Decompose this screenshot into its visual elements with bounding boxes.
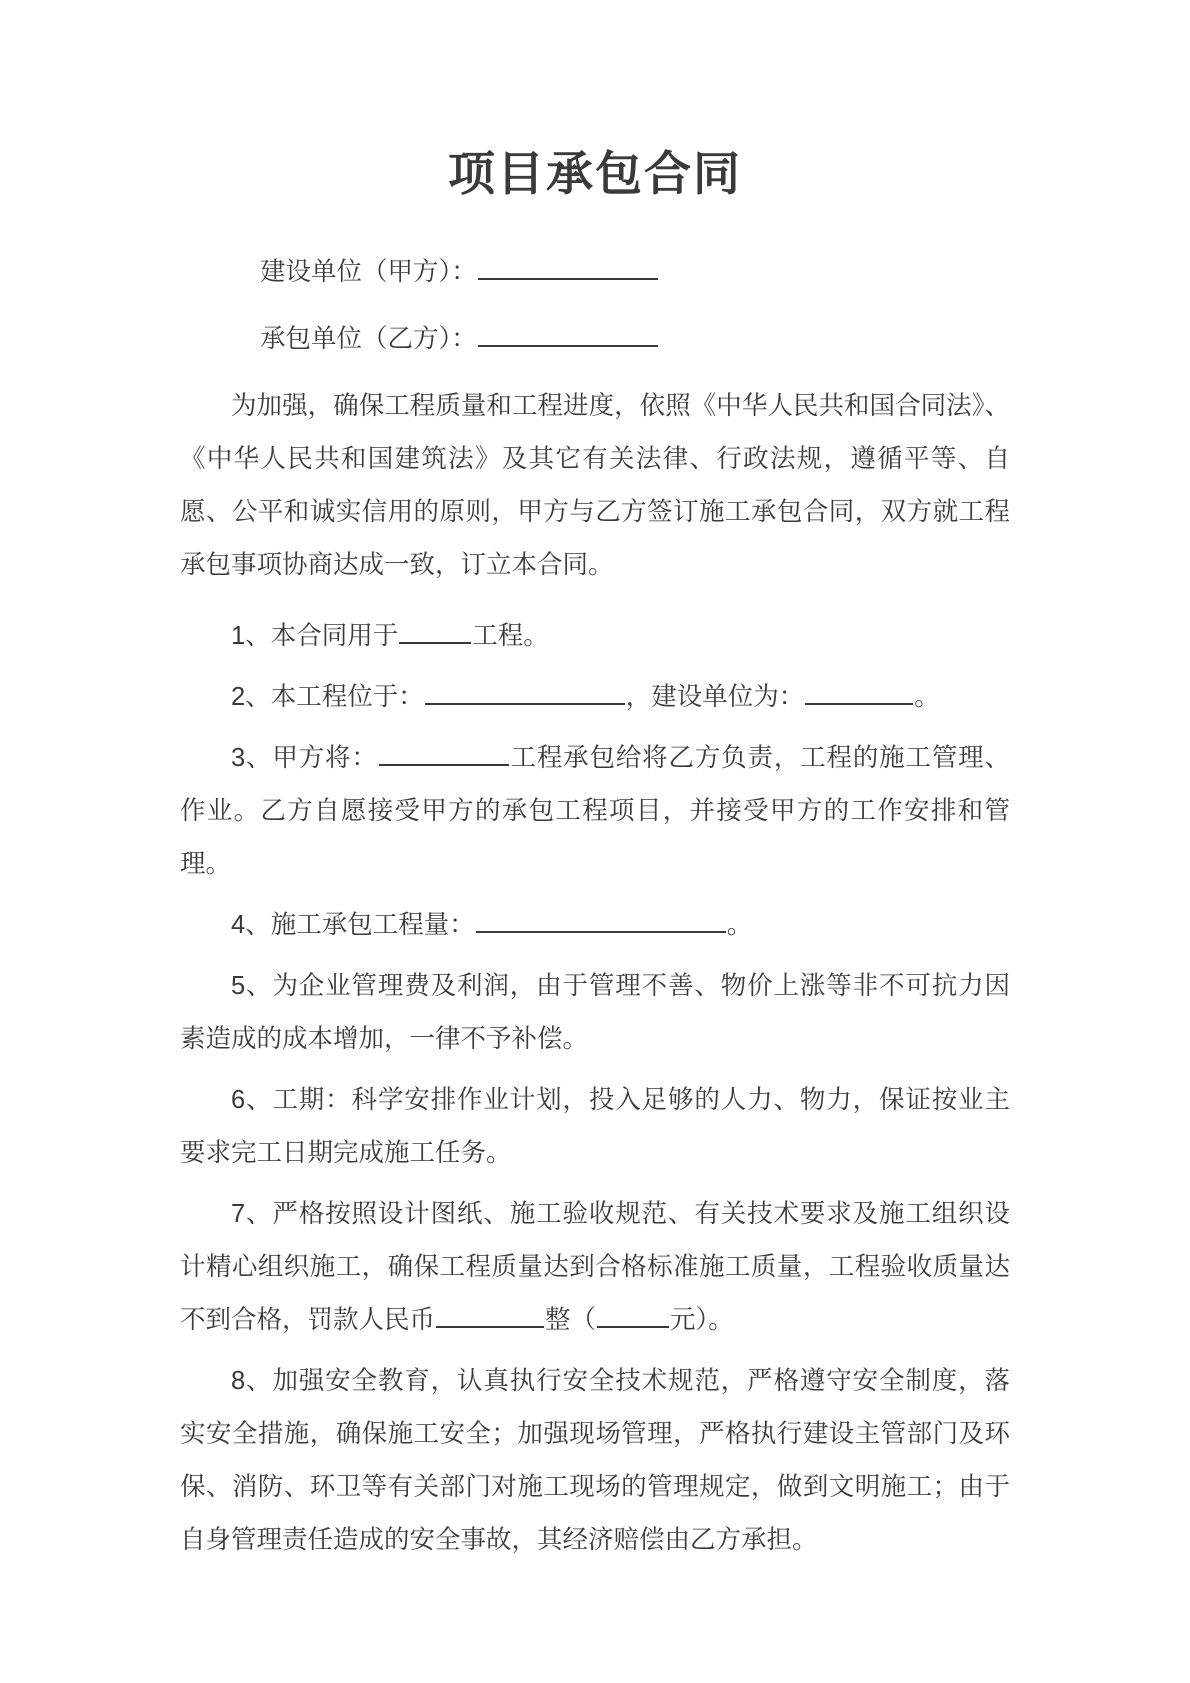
clause-8-number: 8、 <box>231 1366 273 1395</box>
party-blank-yifang[interactable] <box>478 318 658 347</box>
clause-7-prefix: 严格按照设计图纸、施工验收规范、有关技术要求及施工组织设计精心组织施工，确保工程质量达到合格标准施工质量，工程验收质量达不到合格，罚款人民币 <box>180 1199 1010 1334</box>
spacer <box>180 600 1010 610</box>
clause-7-blank-1[interactable] <box>436 1299 544 1328</box>
clause-3-suffix: 工程承包给将乙方负责，工程的施工管理、作业。乙方自愿接受甲方的承包工程项目，并接受甲方的工作安排和管理。 <box>180 743 1010 878</box>
preamble-paragraph: 为加强，确保工程质量和工程进度，依照《中华人民共和国合同法》、《中华人民共和国建筑法》及其它有关法律、行政法规，遵循平等、自愿、公平和诚实信用的原则，甲方与乙方签订施工承包合同，双方就工程承包事项协商达成一致，订立本合同。 <box>180 391 1010 579</box>
clause-2-blank-1[interactable] <box>425 676 625 705</box>
clause-1 <box>180 610 1010 663</box>
clause-3-number: 3、 <box>231 743 273 772</box>
clause-5-text: 为企业管理费及利润，由于管理不善、物价上涨等非不可抗力因素造成的成本增加，一律不予补偿。 <box>180 971 1010 1053</box>
clause-1-blank[interactable] <box>399 615 471 644</box>
clause-4-suffix: 。 <box>726 910 753 939</box>
clause-6 <box>180 1074 1010 1180</box>
clause-1-number: 1、 <box>231 621 271 650</box>
party-field-jiafang <box>180 246 1010 299</box>
clause-2-prefix: 本工程位于： <box>270 682 424 711</box>
clause-3-blank[interactable] <box>379 737 509 766</box>
clause-5 <box>180 960 1010 1066</box>
clause-4-blank[interactable] <box>476 904 726 933</box>
clause-1-suffix: 工程。 <box>472 621 549 650</box>
clause-7-number: 7、 <box>231 1199 273 1228</box>
clause-2-blank-2[interactable] <box>805 676 913 705</box>
party-blank-jiafang[interactable] <box>478 251 658 280</box>
party-field-yifang <box>180 313 1010 366</box>
clause-7-blank-2[interactable] <box>597 1299 669 1328</box>
clause-5-number: 5、 <box>231 971 273 1000</box>
clause-4-prefix: 施工承包工程量： <box>270 910 475 939</box>
clause-6-text: 工期：科学安排作业计划，投入足够的人力、物力，保证按业主要求完工日期完成施工任务。 <box>180 1085 1010 1167</box>
page-title: 项目承包合同 <box>448 147 742 200</box>
clause-2-suffix: 。 <box>914 682 940 711</box>
clause-1-prefix: 本合同用于 <box>270 621 399 650</box>
clause-7 <box>180 1188 1010 1347</box>
clause-2 <box>180 671 1010 724</box>
clause-4 <box>180 899 1010 952</box>
clause-2-number: 2、 <box>231 682 271 711</box>
clause-6-number: 6、 <box>231 1085 273 1114</box>
document-body <box>180 204 1010 1567</box>
party-label-jiafang: 建设单位（甲方）： <box>260 257 477 286</box>
party-label-yifang: 承包单位（乙方）： <box>260 324 477 353</box>
clause-3-prefix: 甲方将： <box>272 743 378 772</box>
clause-8-text: 加强安全教育，认真执行安全技术规范，严格遵守安全制度，落实安全措施，确保施工安全；加强现场管理，严格执行建设主管部门及环保、消防、环卫等有关部门对施工现场的管理规定，做到文明施工；由于自身管理责任造成的安全事故，其经济赔偿由乙方承担。 <box>180 1366 1010 1554</box>
clause-2-middle: ，建设单位为： <box>625 682 805 711</box>
clause-4-number: 4、 <box>231 910 271 939</box>
clause-7-middle: 整（ <box>545 1305 597 1334</box>
clause-8 <box>180 1355 1010 1567</box>
clause-7-suffix: 元）。 <box>670 1305 734 1334</box>
clause-3 <box>180 732 1010 891</box>
